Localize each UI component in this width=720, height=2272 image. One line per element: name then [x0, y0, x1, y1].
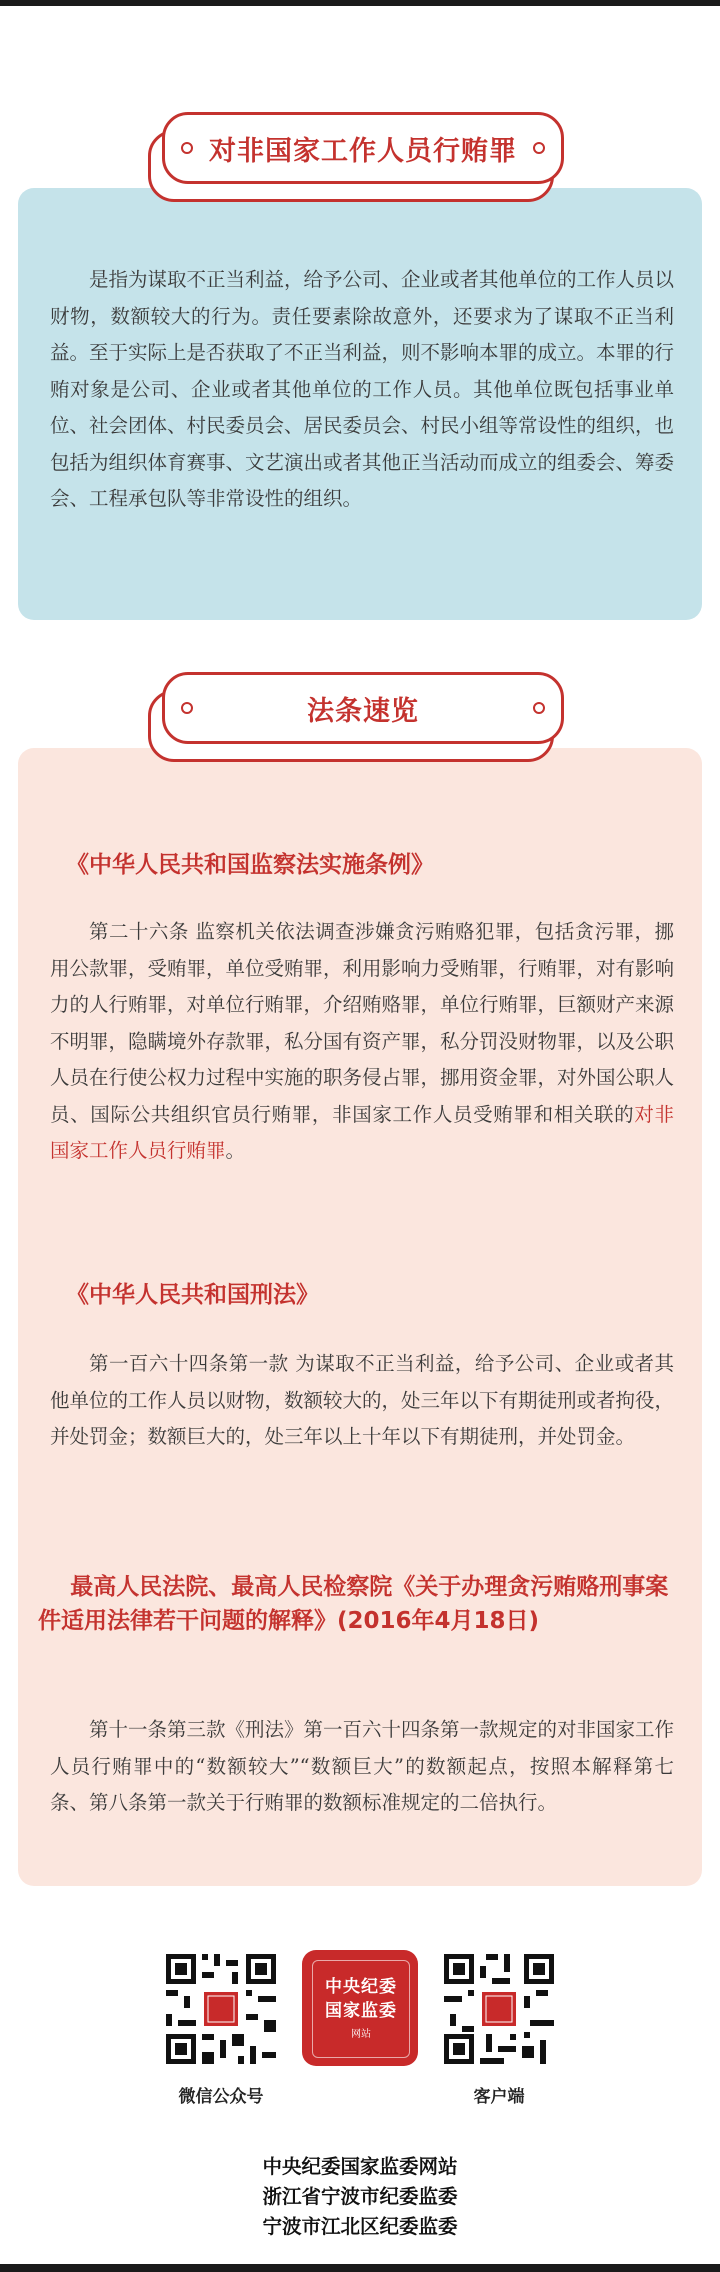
- section2-title: 法条速览: [307, 695, 419, 727]
- law3-text: 第十一条第三款《刑法》第一百六十四条第一款规定的对非国家工作人员行贿罪中的“数额较大”“数额巨大”的数额起点，按照本解释第七条、第八条第一款关于行贿罪的数额标准规定的二倍执行。: [50, 1718, 675, 1814]
- law1-text: [50, 914, 674, 1170]
- site-logo: [302, 1950, 418, 2066]
- logo-line2: 国家监委: [325, 2001, 397, 2021]
- top-bar: [0, 0, 720, 6]
- section1-title: 对非国家工作人员行贿罪: [209, 135, 517, 167]
- law1-heading: 《中华人民共和国监察法实施条例》: [66, 852, 434, 878]
- wechat-qr-label: 微信公众号: [178, 2087, 264, 2107]
- org-line-3: 宁波市江北区纪委监委: [262, 2215, 458, 2238]
- law2-heading: 《中华人民共和国刑法》: [66, 1282, 319, 1308]
- section2-banner: [148, 672, 568, 764]
- banner-dot-right: [533, 142, 545, 154]
- wechat-qr-code[interactable]: [162, 1950, 280, 2068]
- law1-highlight: 对非国家工作人员行贿罪: [50, 1102, 674, 1162]
- banner-dot-right: [533, 702, 545, 714]
- org-line-1: 中央纪委国家监委网站: [262, 2155, 458, 2178]
- logo-line1: 中央纪委: [325, 1977, 397, 1997]
- law1-body: 第二十六条 监察机关依法调查涉嫌贪污贿赂犯罪，包括贪污罪，挪用公款罪，受贿罪，单位受贿罪，利用影响力受贿罪，行贿罪，对有影响力的人行贿罪，对单位行贿罪，介绍贿赂罪，单位行贿罪，巨额财产来源不明罪，隐瞒境外存款罪，私分国有资产罪，私分罚没财物罪，以及公职人员在行使公权力过程中实施的职务侵占罪，挪用资金罪，对外国公职人员、国际公共组织官员行贿罪，非国家工作人员受贿罪和相关联的: [50, 920, 675, 1126]
- section1-banner: [148, 112, 568, 204]
- law2-text: 第一百六十四条第一款 为谋取不正当利益，给予公司、企业或者其他单位的工作人员以财物，数额较大的，处三年以下有期徒刑或者拘役，并处罚金；数额巨大的，处三年以上十年以下有期徒刑，并处罚金。: [50, 1352, 675, 1448]
- definition-text: 是指为谋取不正当利益，给予公司、企业或者其他单位的工作人员以财物，数额较大的行为。责任要素除故意外，还要求为了谋取不正当利益。至于实际上是否获取了不正当利益，则不影响本罪的成立。本罪的行贿对象是公司、企业或者其他单位的工作人员。其他单位既包括事业单位、社会团体、村民委员会、居民委员会、村民小组等常设性的组织，也包括为组织体育赛事、文艺演出或者其他正当活动而成立的组委会、筹委会、工程承包队等非常设性的组织。: [50, 268, 675, 510]
- qr-code-icon: [162, 1950, 280, 2068]
- bottom-bar: [0, 2264, 720, 2272]
- law3-heading: 最高人民法院、最高人民检察院《关于办理贪污贿赂刑事案件适用法律若干问题的解释》(2016年4月18日): [38, 1574, 669, 1634]
- law1-end: 。: [225, 1139, 246, 1162]
- app-qr-code[interactable]: [440, 1950, 558, 2068]
- banner-dot-left: [181, 142, 193, 154]
- app-qr-label: 客户端: [473, 2087, 525, 2107]
- logo-line3: 网站: [351, 2029, 371, 2040]
- qr-code-icon: [440, 1950, 558, 2068]
- banner-dot-left: [181, 702, 193, 714]
- org-line-2: 浙江省宁波市纪委监委: [262, 2185, 458, 2208]
